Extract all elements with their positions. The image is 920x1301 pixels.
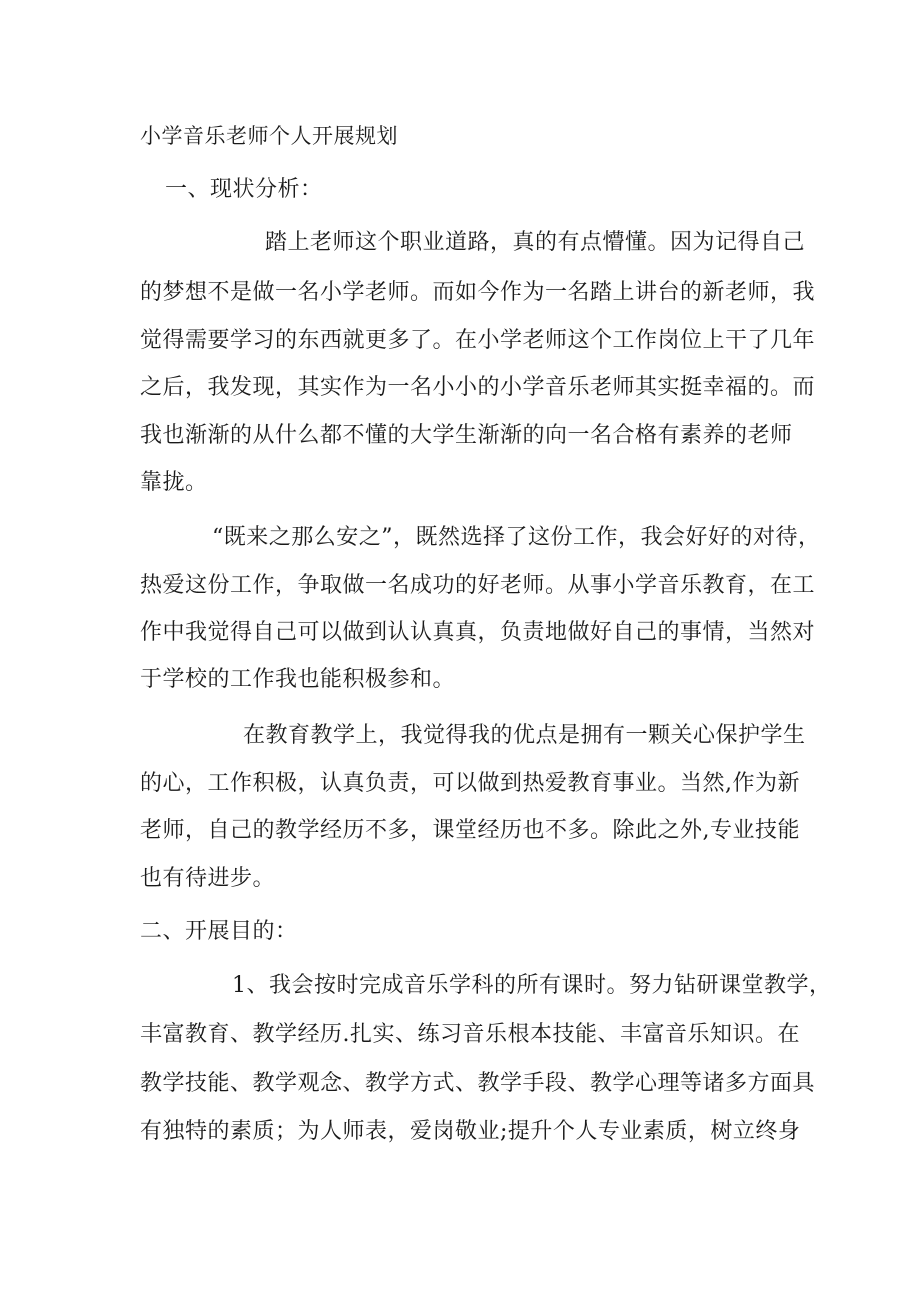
paragraph-line: 的梦想不是做一名小学老师。而如今作为一名踏上讲台的新老师，我 <box>140 280 816 305</box>
paragraph-line: 作中我觉得自己可以做到认认真真，负责地做好自己的事情，当然对 <box>140 620 816 645</box>
paragraph-line: 靠拢。 <box>140 470 208 495</box>
paragraph-line: 也有待进步。 <box>140 866 276 891</box>
paragraph-line: 觉得需要学习的东西就更多了。在小学老师这个工作岗位上干了几年 <box>140 328 816 353</box>
paragraph-line: “既来之那么安之”，既然选择了这份工作，我会好好的对待， <box>212 525 821 550</box>
paragraph-line: 1、我会按时完成音乐学科的所有课时。努力钻研课堂教学， <box>232 973 832 998</box>
paragraph-line: 我也渐渐的从什么都不懂的大学生渐渐的向一名合格有素养的老师 <box>140 423 793 448</box>
paragraph-line: 的心，工作积极，认真负责，可以做到热爱教育事业。当然,作为新 <box>140 771 800 796</box>
paragraph-line: 丰富教育、教学经历.扎实、练习音乐根本技能、丰富音乐知识。在 <box>140 1022 800 1047</box>
paragraph-line: 教学技能、教学观念、教学方式、教学手段、教学心理等诸多方面具 <box>140 1071 816 1096</box>
paragraph-line: 有独特的素质；为人师表，爱岗敬业;提升个人专业素质，树立终身 <box>140 1119 801 1144</box>
paragraph-line: 老师，自己的教学经历不多，课堂经历也不多。除此之外,专业技能 <box>140 818 800 843</box>
section-heading-goals: 二、开展目的： <box>140 919 298 944</box>
paragraph-line: 踏上老师这个职业道路，真的有点懵懂。因为记得自己 <box>265 230 806 255</box>
paragraph-line: 于学校的工作我也能积极参和。 <box>140 667 456 692</box>
paragraph-line: 在教育教学上，我觉得我的优点是拥有一颗关心保护学生 <box>243 723 806 748</box>
paragraph-line: 之后，我发现，其实作为一名小小的小学音乐老师其实挺幸福的。而 <box>140 375 816 400</box>
paragraph-line: 热爱这份工作，争取做一名成功的好老师。从事小学音乐教育，在工 <box>140 573 816 598</box>
document-title: 小学音乐老师个人开展规划 <box>140 124 398 148</box>
section-heading-status: 一、现状分析： <box>165 177 323 202</box>
